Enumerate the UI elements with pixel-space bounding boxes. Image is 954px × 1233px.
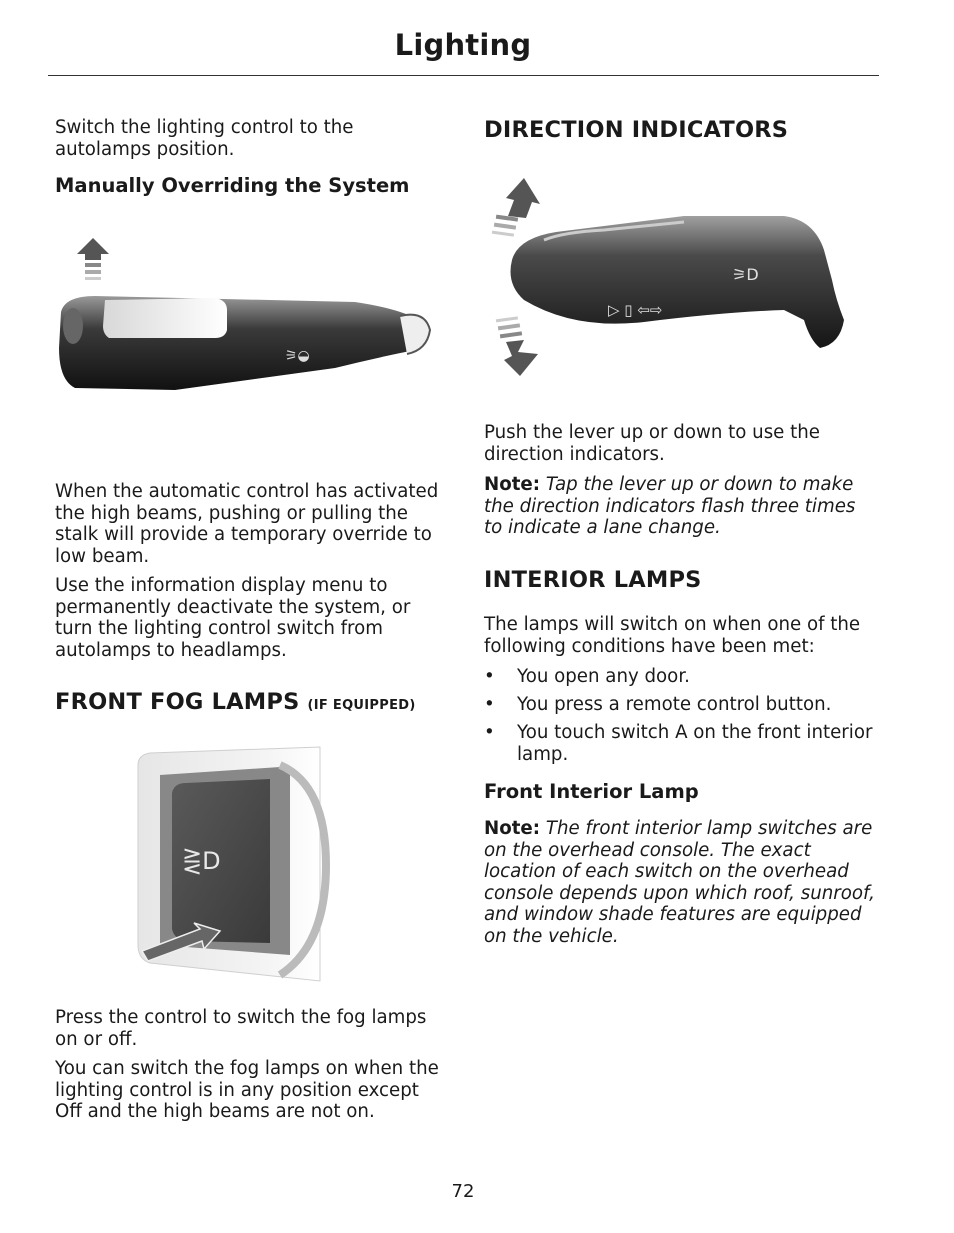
front-interior-note-text: The front interior lamp switches are on the overhead console. The exact location of each switch on the overhead console depends upon which roof, sunroof, and window shade features are equipped on the vehicle. — [484, 818, 875, 947]
interior-paragraph: The lamps will switch on when one of the following conditions have been met: — [484, 614, 861, 657]
bullet-marker: • — [484, 694, 495, 715]
fog-paragraph-1: Press the control to switch the fog lamps on or off. — [55, 1007, 427, 1050]
arrow-down-icon — [496, 316, 538, 376]
fog-paragraph-2: You can switch the fog lamps on when the lighting control is in any position except Off and the high beams are not on. — [55, 1058, 439, 1122]
override-heading: Manually Overriding the System — [55, 174, 410, 197]
page-number: 72 — [451, 1181, 475, 1202]
bullet-marker: • — [484, 722, 495, 743]
svg-text:⚞D: ⚞D — [732, 265, 759, 284]
list-item-text: You touch switch A on the front interior lamp. — [517, 722, 873, 765]
fog-lamp-switch-illustration — [130, 745, 330, 985]
arrow-up-icon — [77, 238, 109, 280]
interior-lamps-heading: INTERIOR LAMPS — [484, 567, 702, 593]
front-interior-note — [484, 818, 879, 947]
override-paragraph-1: When the automatic control has activated the high beams, pushing or pulling the stalk will provide a temporary override to low beam. — [55, 481, 439, 567]
override-paragraph-2: Use the information display menu to permanently deactivate the system, or turn the lighting control switch from autolamps to headlamps. — [55, 575, 411, 661]
direction-indicators-heading: DIRECTION INDICATORS — [484, 117, 789, 143]
front-interior-lamp-heading: Front Interior Lamp — [484, 780, 699, 803]
page-title: Lighting — [394, 28, 532, 62]
svg-text:⚞◒: ⚞◒ — [285, 348, 310, 364]
lighting-stalk-illustration — [55, 230, 435, 400]
direction-note-text: Tap the lever up or down to make the direction indicators flash three times to indicate a lane change. — [484, 474, 856, 538]
bullet-marker: • — [484, 666, 495, 687]
fog-lamps-heading-qualifier: (IF EQUIPPED) — [307, 698, 416, 713]
list-item-text: You press a remote control button. — [517, 694, 832, 715]
intro-text: Switch the lighting control to the autolamps position. — [55, 117, 354, 160]
svg-text:▷ ▯ ⇦⇨: ▷ ▯ ⇦⇨ — [608, 301, 663, 319]
direction-stalk-illustration — [484, 170, 864, 390]
fog-lamp-icon: ⋛D — [182, 847, 221, 875]
list-item — [484, 722, 879, 768]
direction-paragraph: Push the lever up or down to use the direction indicators. — [484, 422, 820, 465]
fog-lamps-heading-text: FRONT FOG LAMPS — [55, 689, 300, 715]
front-interior-note-label: Note: — [484, 818, 541, 839]
title-divider — [48, 75, 879, 76]
arrow-up-icon — [492, 178, 540, 237]
fog-lamps-heading — [55, 689, 416, 715]
direction-note — [484, 474, 879, 539]
list-item — [484, 694, 879, 718]
direction-note-label: Note: — [484, 474, 541, 495]
list-item — [484, 666, 879, 690]
list-item-text: You open any door. — [517, 666, 690, 687]
